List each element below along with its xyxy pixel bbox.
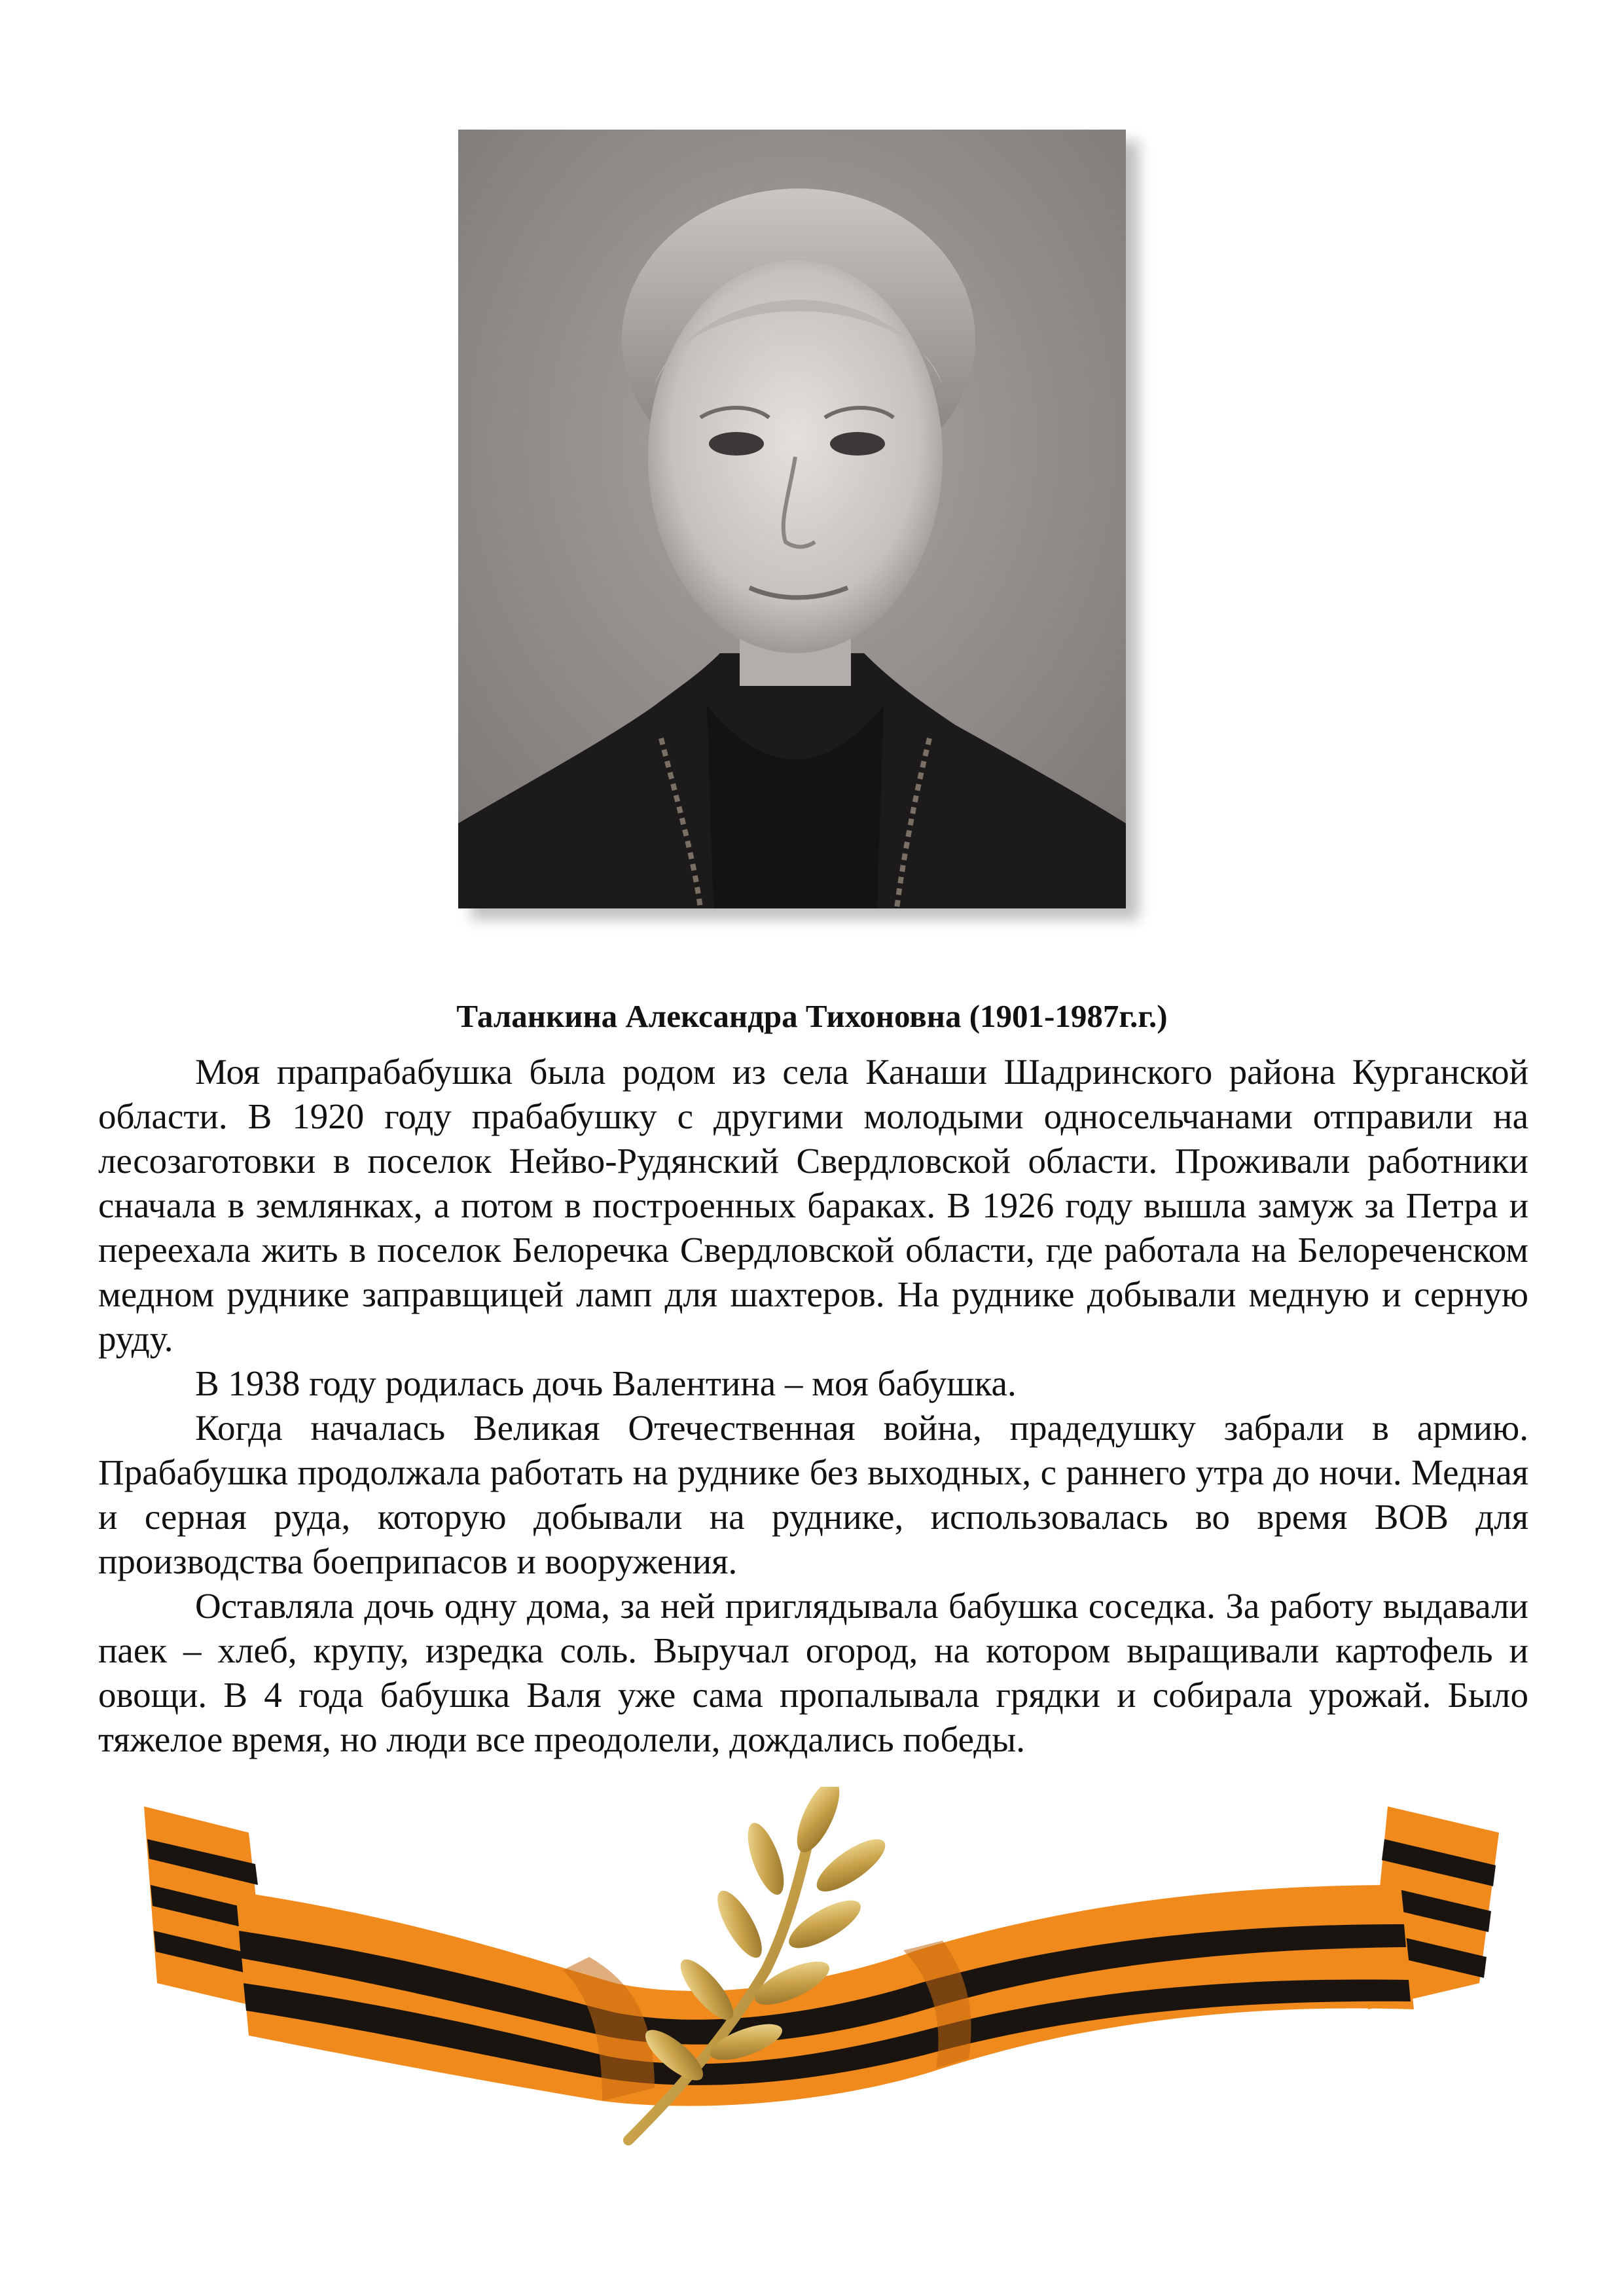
ribbon-graphic (118, 1787, 1519, 2153)
paragraph-hardship: Оставляла дочь одну дома, за ней приглядывала бабушка соседка. За работу выдавали паек – хлеб, крупу, изредка соль. Выручал огород, на котором выращивали картофель и овощи. В 4 года бабушка Валя уже сама пропалывала грядки и собирала урожай. Было тяжелое время, но люди все преодолели, дождались победы. (98, 1586, 1528, 1759)
paragraph-war: Когда началась Великая Отечественная война, прадедушку забрали в армию. Прабабушка продолжала работать на руднике без выходных, с раннего утра до ночи. Медная и серная руда, которую добывали на руднике, использовалась во время ВОВ для производства боеприпасов и вооружения. (98, 1408, 1528, 1581)
paragraph-origin: Моя прапрабабушка была родом из села Канаши Шадринского района Курганской области. В 1920 году прабабушку с другими молодыми односельчанами отправили на лесозаготовки в поселок Нейво-Рудянский Свердловской области. Проживали работники сначала в землянках, а потом в построенных бараках. В 1926 году вышла замуж за Петра и переехала жить в поселок Белоречка Свердловской области, где работала на Белореченском медном руднике заправщицей ламп для шахтеров. На руднике добывали медную и серную руду. (98, 1052, 1528, 1359)
paragraph-daughter: В 1938 году родилась дочь Валентина – моя бабушка. (195, 1363, 1017, 1403)
biography-text (98, 1050, 1528, 1762)
st-george-ribbon-icon (118, 1787, 1519, 2153)
portrait-photo (458, 130, 1126, 908)
portrait-image (458, 130, 1126, 908)
person-name-heading: Таланкина Александра Тихоновна (1901-1987г.г.) (456, 998, 1168, 1034)
